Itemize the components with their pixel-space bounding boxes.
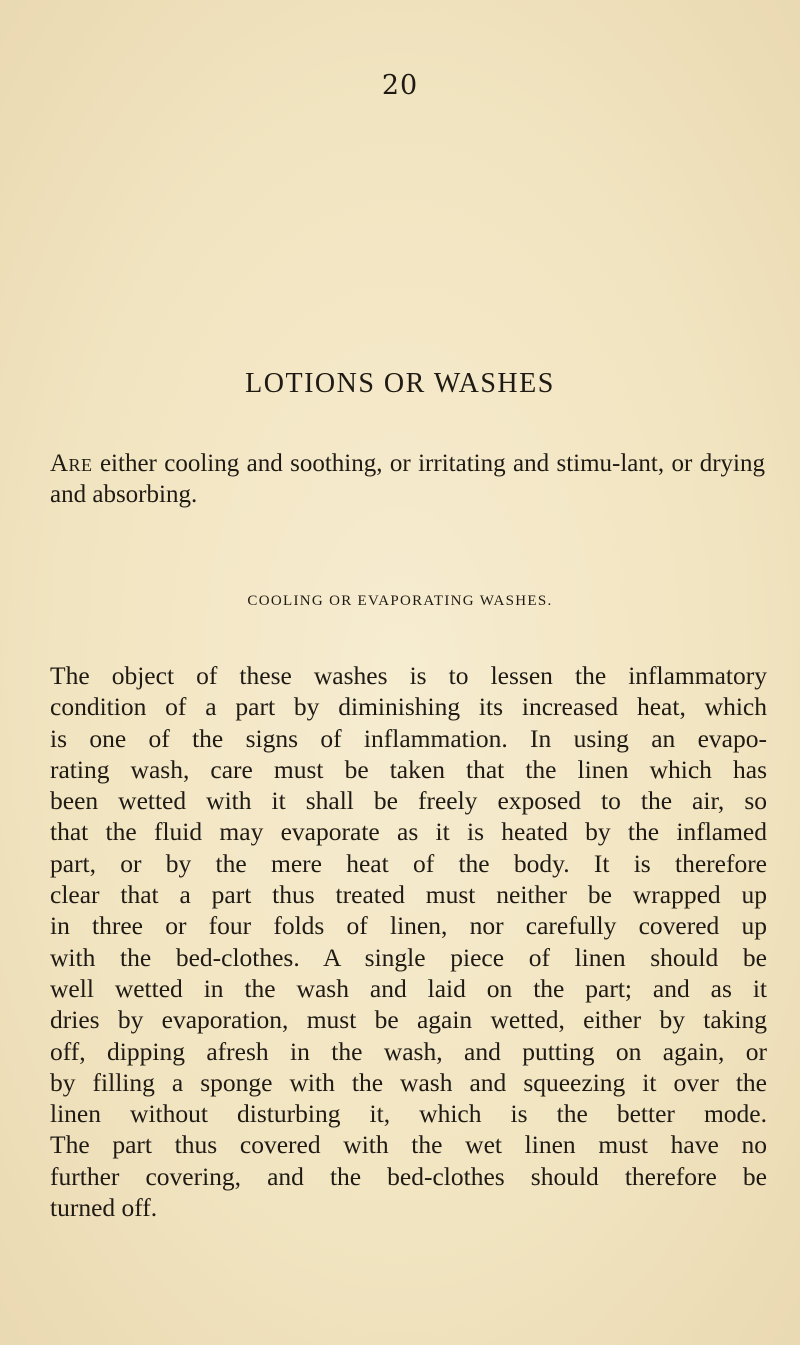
- intro-lead-word: Are: [50, 450, 93, 477]
- body-line: rating wash, care must be taken that the linen which has: [50, 754, 767, 784]
- body-line: linen without disturbing it, which is the better mode.: [50, 1099, 767, 1129]
- body-line: off, dipping afresh in the wash, and putting on again, or: [50, 1036, 767, 1066]
- body-line: well wetted in the wash and laid on the part; and as it: [50, 973, 767, 1003]
- section-title: LOTIONS OR WASHES: [245, 368, 555, 399]
- body-line: been wetted with it shall be freely exposed to the air, so: [50, 786, 767, 816]
- body-line: that the fluid may evaporate as it is heated by the inflamed: [50, 817, 767, 847]
- body-line: part, or by the mere heat of the body. It is therefore: [50, 848, 767, 878]
- body-paragraph: [50, 660, 767, 1223]
- body-line: clear that a part thus treated must neither be wrapped up: [50, 880, 767, 910]
- body-line: The part thus covered with the wet linen must have no: [50, 1130, 767, 1160]
- body-line: The object of these washes is to lessen the inflammatory: [50, 661, 767, 690]
- body-line: further covering, and the bed-clothes should therefore be: [50, 1161, 767, 1191]
- body-line: by filling a sponge with the wash and squeezing it over the: [50, 1067, 767, 1097]
- body-line: turned off.: [50, 1193, 158, 1223]
- intro-paragraph: [50, 448, 765, 510]
- intro-rest: either cooling and soothing, or irritating and stimu-lant, or drying and absorbing.: [50, 450, 765, 508]
- body-line: condition of a part by diminishing its increased heat, which: [50, 692, 767, 722]
- body-line: dries by evaporation, must be again wetted, either by taking: [50, 1005, 767, 1035]
- body-line: with the bed-clothes. A single piece of linen should be: [50, 942, 767, 972]
- body-line: in three or four folds of linen, nor carefully covered up: [50, 911, 767, 941]
- subsection-heading: COOLING OR EVAPORATING WASHES.: [247, 593, 553, 609]
- body-line: is one of the signs of inflammation. In using an evapo-: [50, 723, 767, 753]
- page-number: 20: [381, 70, 419, 101]
